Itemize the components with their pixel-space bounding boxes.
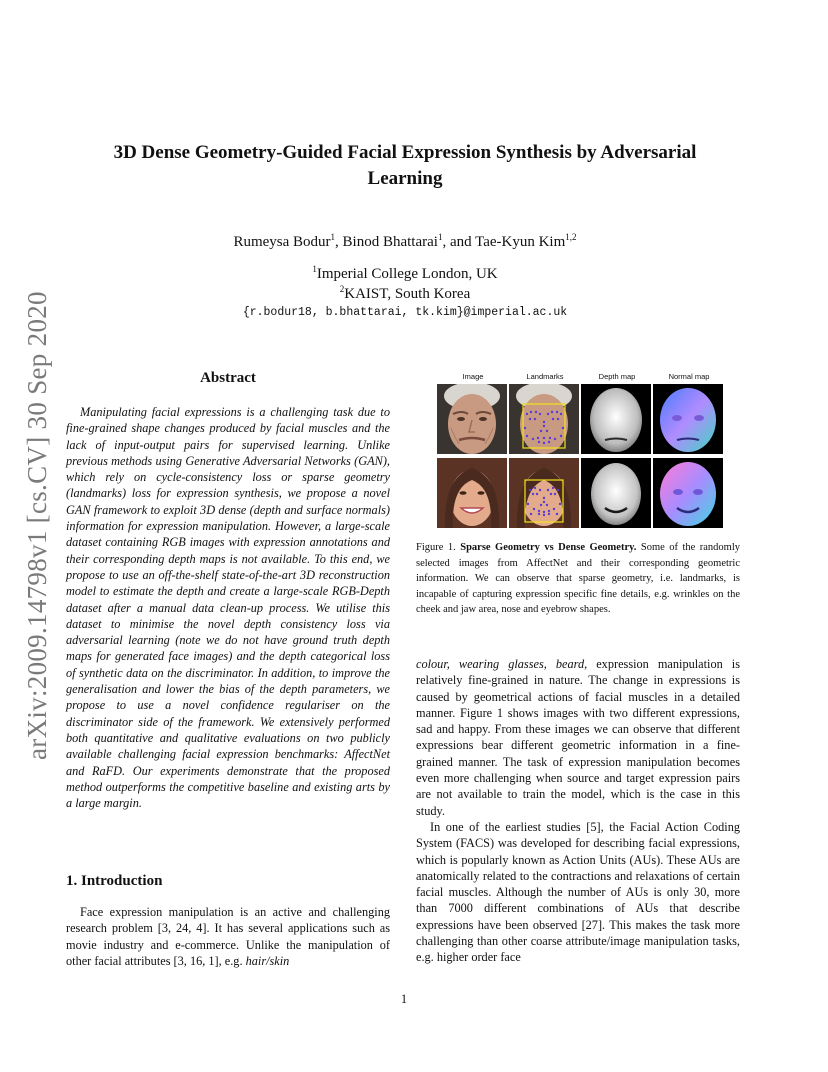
author-affil-mark: 1 <box>330 232 336 242</box>
caption-title: Sparse Geometry vs Dense Geometry. <box>460 542 637 553</box>
author-affil-mark: 1 <box>437 232 443 242</box>
author-name: Tae-Kyun Kim <box>475 234 566 250</box>
introduction-heading: 1. Introduction <box>66 873 163 889</box>
abstract-heading: Abstract <box>200 370 256 386</box>
arxiv-identifier: arXiv:2009.14798v1 [cs.CV] 30 Sep 2020 <box>22 291 52 760</box>
affiliations <box>90 264 720 304</box>
caption-text: Some of the randomly selected images from AffectNet and their corresponding geometric information. We can observe that sparse geometry, i.e. landmarks, is incapable of capturing expression specific fine details, e.g. wrinkles on the cheek and jaw area, nose and eyebrow shapes. <box>416 542 741 615</box>
landmarks-man <box>509 384 579 454</box>
figure-label-landmarks: Landmarks <box>526 372 564 381</box>
paragraph: In one of the earliest studies [5], the Facial Action Coding System (FACS) was developed for describing facial expressions, which is popularly known as Action Units (AUs). These AUs are anatomically related to the contractions and relaxations of certain facial muscles. Although the number of AUs is only 30, more than 7000 different combinations of AUs that describe expressions have been observed [27]. This makes the task more challenging than other coarse attribute/image manipulation tasks, e.g. higher order face <box>416 819 740 965</box>
figure-label-image: Image <box>462 372 484 381</box>
author-affil-mark: 1,2 <box>565 232 577 242</box>
paper-title: 3D Dense Geometry-Guided Facial Expression Synthesis by Adversarial Learning <box>113 142 697 189</box>
abstract-text: Manipulating facial expressions is a challenging task due to fine-grained shape changes produced by facial muscles and the lack of input-output pairs for supervised learning. Unlike previous methods using Generative Adversarial Networks (GAN), which rely on cycle-consistency loss or sparse geometry (landmarks) loss for expression synthesis, we propose a novel GAN framework to exploit 3D dense (depth and surface normals) information for expression manipulation. However, a large-scale dataset containing RGB images with expression annotations and their corresponding depth maps is not available. To this end, we propose to use an off-the-shelf state-of-the-art 3D reconstruction model to estimate the depth and create a large-scale RGB-Depth dataset after a manual data clean-up process. We utilise this dataset to minimise the novel depth consistency loss via adversarial learning (note we do not have ground truth depth maps for generated face images) and the depth categorical loss of synthetic data on the discriminator. In addition, to improve the generalisation and lower the bias of the depth parameters, we propose to use a novel confidence regulariser on the discriminator side of the framework. We extensively performed both quantitative and qualitative evaluations on two publicly available challenging facial expression benchmarks: AffectNet and RaFD. Our experiments demonstrate that the proposed method outperforms the competitive baseline and existing arts by a large margin. <box>66 405 390 811</box>
author-name: Rumeysa Bodur <box>233 234 331 250</box>
page-number: 1 <box>400 992 408 1006</box>
figure-1-caption <box>416 540 740 618</box>
author-name: Binod Bhattarai <box>342 234 438 250</box>
author-emails: {r.bodur18, b.bhattarai, tk.kim}@imperial.ac.uk <box>242 306 568 319</box>
depth-map-woman <box>581 458 651 528</box>
affiliation: $^2$KAIST, South Korea <box>339 284 471 302</box>
author-list: Rumeysa Bodur$^1$, Binod Bhattarai$^1$, and Tae-Kyun Kim$^{1,2}$ <box>233 232 577 250</box>
figure-label-depth: Depth map <box>598 372 636 381</box>
figure-column-labels <box>432 370 722 382</box>
figure-1 <box>432 370 722 535</box>
face-photo-woman <box>437 458 507 528</box>
introduction-text: Face expression manipulation is an active and challenging research problem [3, 24, 4]. It has several applications such as movie industry and e-commerce. Unlike the manipulation of other facial attributes [3, 16, 1], e.g. hair/skin <box>66 905 390 968</box>
face-photo-man <box>437 384 507 454</box>
caption-label: Figure 1. <box>416 542 456 553</box>
paragraph: colour, wearing glasses, beard, expression manipulation is relatively fine-grained in nature. The change in expressions is caused by geometrical actions of facial muscles in a detailed manner. Figure 1 shows images with two different expressions, sad and happy. From these images we can observe that different expressions bear different geometric information in a fine-grained manner. The task of expression manipulation becomes even more challenging when source and target expression pairs are not available to train the model, which is the case in this study. <box>416 657 741 818</box>
landmarks-woman <box>509 458 579 528</box>
normal-map-woman <box>653 458 723 528</box>
figure-label-normal: Normal map <box>668 372 710 381</box>
introduction-continued <box>416 656 740 966</box>
depth-map-man <box>581 384 651 454</box>
normal-map-man <box>653 384 723 454</box>
affiliation: $^1$Imperial College London, UK <box>312 264 498 282</box>
